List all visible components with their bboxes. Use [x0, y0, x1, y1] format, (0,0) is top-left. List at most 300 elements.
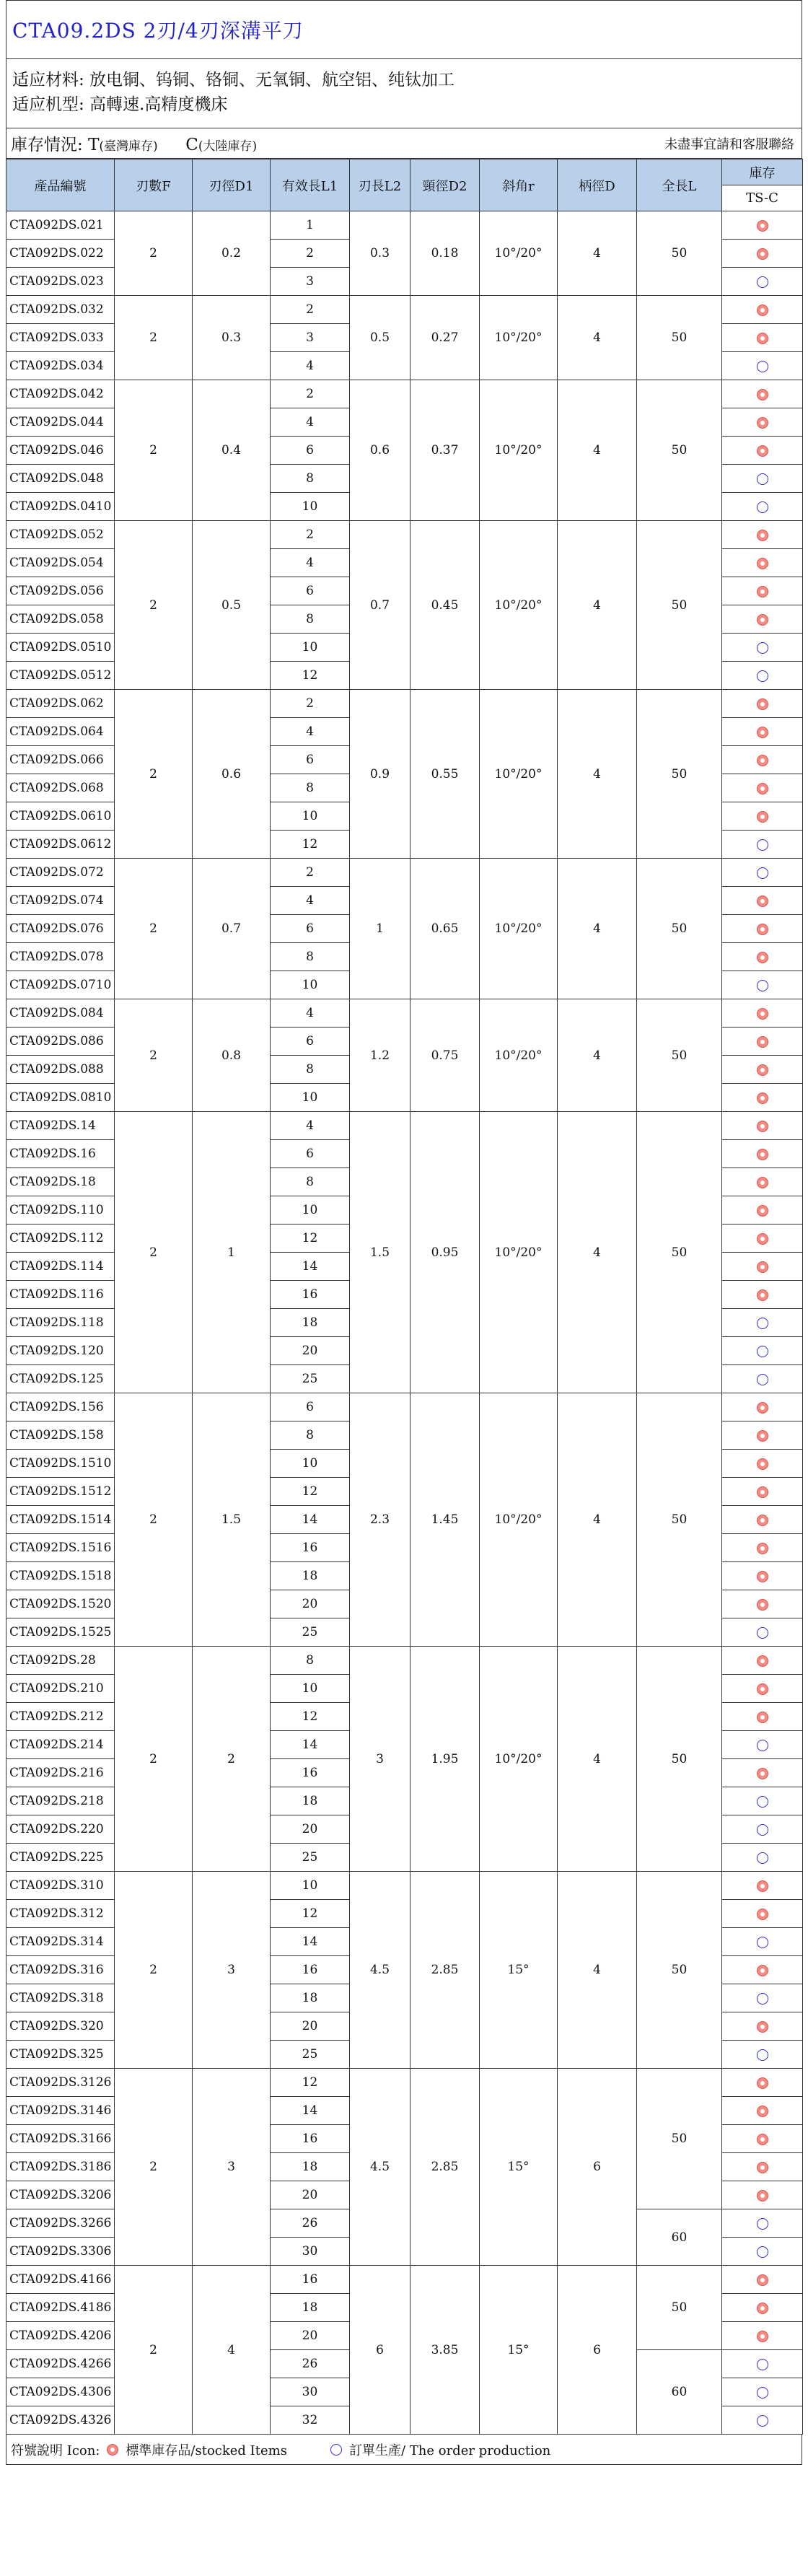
stocked-icon	[757, 698, 768, 710]
stock-cell	[722, 1112, 803, 1140]
table-row	[6, 1112, 803, 1140]
order-icon	[757, 980, 768, 991]
product-code: CTA092DS.0810	[6, 1084, 115, 1112]
stock-cell	[722, 1084, 803, 1112]
effective-length-cell: 16	[271, 2125, 350, 2153]
diameter-cell: 0.7	[193, 859, 271, 999]
stock-cell	[722, 999, 803, 1028]
stock-cell	[722, 1168, 803, 1196]
product-code: CTA092DS.212	[6, 1703, 115, 1731]
stock-cell	[722, 2378, 803, 2406]
stock-cell	[722, 1928, 803, 1956]
product-code: CTA092DS.0710	[6, 971, 115, 999]
effective-length-cell: 10	[271, 1675, 350, 1703]
stocked-icon	[757, 2077, 768, 2089]
product-code: CTA092DS.4326	[6, 2406, 115, 2435]
stocked-icon	[757, 2106, 768, 2117]
legend-stocked: 標準庫存品/stocked Items	[126, 2443, 287, 2458]
table-row	[6, 859, 803, 887]
stocked-icon	[757, 558, 768, 569]
product-code: CTA092DS.318	[6, 1984, 115, 2012]
product-code: CTA092DS.112	[6, 1225, 115, 1253]
product-code: CTA092DS.076	[6, 915, 115, 943]
stock-cell	[722, 2294, 803, 2322]
stock-cell	[722, 634, 803, 662]
product-code: CTA092DS.0610	[6, 802, 115, 831]
effective-length-cell: 2	[271, 521, 350, 549]
stocked-icon	[757, 1458, 768, 1470]
effective-length-cell: 4	[271, 1112, 350, 1140]
shank-diameter-cell: 4	[558, 1393, 637, 1647]
effective-length-cell: 4	[271, 549, 350, 577]
product-code: CTA092DS.052	[6, 521, 115, 549]
flutes-cell: 2	[115, 2266, 193, 2435]
table-row	[6, 690, 803, 718]
stock-cell	[722, 746, 803, 774]
effective-length-cell: 16	[271, 1534, 350, 1562]
material-line: 适应材料: 放电铜、钨铜、铬铜、无氧铜、航空铝、纯钛加工	[12, 71, 455, 89]
product-code: CTA092DS.120	[6, 1337, 115, 1365]
stock-c: C	[185, 136, 198, 154]
order-icon	[757, 2049, 768, 2061]
diameter-cell: 1.5	[193, 1393, 271, 1647]
flutes-cell: 2	[115, 380, 193, 521]
product-code: CTA092DS.1520	[6, 1590, 115, 1618]
stock-cell	[722, 296, 803, 324]
stock-cell	[722, 2406, 803, 2435]
stocked-icon	[757, 2190, 768, 2202]
blade-length-cell: 2.3	[350, 1393, 410, 1647]
effective-length-cell: 8	[271, 1168, 350, 1196]
order-icon	[757, 1627, 768, 1639]
effective-length-cell: 10	[271, 493, 350, 521]
effective-length-cell: 2	[271, 859, 350, 887]
effective-length-cell: 12	[271, 1900, 350, 1928]
header-stock-sub: TS-C	[722, 185, 803, 211]
angle-cell: 10°/20°	[480, 521, 558, 690]
stocked-icon	[757, 727, 768, 738]
product-code: CTA092DS.1516	[6, 1534, 115, 1562]
product-code: CTA092DS.022	[6, 240, 115, 268]
neck-diameter-cell: 2.85	[410, 2069, 480, 2266]
stock-cell	[722, 1196, 803, 1225]
total-length-cell: 50	[637, 211, 722, 296]
product-code: CTA092DS.066	[6, 746, 115, 774]
product-code: CTA092DS.056	[6, 577, 115, 605]
stocked-icon	[107, 2444, 118, 2455]
product-code: CTA092DS.14	[6, 1112, 115, 1140]
product-code: CTA092DS.158	[6, 1421, 115, 1450]
stocked-icon	[757, 417, 768, 429]
stock-cell	[722, 549, 803, 577]
product-code: CTA092DS.116	[6, 1281, 115, 1309]
table-row	[6, 1647, 803, 1675]
shank-diameter-cell: 4	[558, 380, 637, 521]
effective-length-cell: 30	[271, 2378, 350, 2406]
stock-cell	[722, 1956, 803, 1984]
blade-length-cell: 4.5	[350, 1872, 410, 2069]
effective-length-cell: 25	[271, 1844, 350, 1872]
total-length-cell: 50	[637, 999, 722, 1112]
stock-cell	[722, 2238, 803, 2266]
stock-cell	[722, 1056, 803, 1084]
stocked-icon	[757, 1205, 768, 1217]
total-length-cell: 50	[637, 690, 722, 859]
total-length-cell: 50	[637, 1647, 722, 1872]
effective-length-cell: 30	[271, 2238, 350, 2266]
effective-length-cell: 16	[271, 1759, 350, 1787]
stock-cell	[722, 1703, 803, 1731]
total-length-cell: 50	[637, 380, 722, 521]
stock-cell	[722, 971, 803, 999]
stocked-icon	[757, 1683, 768, 1695]
blade-length-cell: 1.2	[350, 999, 410, 1112]
stocked-icon	[757, 586, 768, 597]
flutes-cell: 2	[115, 690, 193, 859]
diameter-cell: 3	[193, 2069, 271, 2266]
effective-length-cell: 26	[271, 2350, 350, 2378]
effective-length-cell: 8	[271, 943, 350, 971]
stock-cell	[722, 1731, 803, 1759]
header-l2: 刃長L2	[350, 159, 410, 211]
legend-label: 符號說明 Icon:	[11, 2443, 100, 2458]
effective-length-cell: 6	[271, 1140, 350, 1168]
blade-length-cell: 0.5	[350, 296, 410, 380]
stocked-icon	[757, 1543, 768, 1554]
effective-length-cell: 25	[271, 1365, 350, 1393]
flutes-cell: 2	[115, 1872, 193, 2069]
product-code: CTA092DS.042	[6, 380, 115, 408]
total-length-cell: 50	[637, 2266, 722, 2350]
stocked-icon	[757, 2274, 768, 2286]
table-row	[6, 211, 803, 240]
stocked-icon	[757, 248, 768, 260]
stocked-icon	[757, 389, 768, 400]
stock-cell	[722, 605, 803, 634]
effective-length-cell: 18	[271, 2153, 350, 2181]
effective-length-cell: 4	[271, 999, 350, 1028]
neck-diameter-cell: 0.75	[410, 999, 480, 1112]
stock-cell	[722, 1140, 803, 1168]
stocked-icon	[757, 614, 768, 626]
product-code: CTA092DS.325	[6, 2041, 115, 2069]
stocked-icon	[757, 1092, 768, 1104]
stocked-icon	[757, 1289, 768, 1301]
stock-cell	[722, 859, 803, 887]
table-row	[6, 1872, 803, 1900]
angle-cell: 10°/20°	[480, 211, 558, 296]
stocked-icon	[757, 1177, 768, 1188]
product-code: CTA092DS.312	[6, 1900, 115, 1928]
total-length-cell: 50	[637, 1393, 722, 1647]
neck-diameter-cell: 2.85	[410, 1872, 480, 2069]
order-icon	[757, 2218, 768, 2230]
stock-t-note: (臺灣庫存)	[99, 139, 158, 154]
stock-cell	[722, 1253, 803, 1281]
effective-length-cell: 2	[271, 380, 350, 408]
effective-length-cell: 18	[271, 1787, 350, 1815]
total-length-cell: 50	[637, 1112, 722, 1393]
stock-cell	[722, 662, 803, 690]
product-code: CTA092DS.0612	[6, 831, 115, 859]
stock-cell	[722, 718, 803, 746]
table-row	[6, 2266, 803, 2294]
diameter-cell: 4	[193, 2266, 271, 2435]
blade-length-cell: 3	[350, 1647, 410, 1872]
product-code: CTA092DS.3166	[6, 2125, 115, 2153]
effective-length-cell: 1	[271, 211, 350, 240]
diameter-cell: 0.6	[193, 690, 271, 859]
effective-length-cell: 18	[271, 1309, 350, 1337]
effective-length-cell: 10	[271, 1196, 350, 1225]
table-row	[6, 2069, 803, 2097]
product-code: CTA092DS.310	[6, 1872, 115, 1900]
stocked-icon	[757, 1768, 768, 1779]
stock-cell	[722, 437, 803, 465]
product-code: CTA092DS.1514	[6, 1506, 115, 1534]
stock-cell	[722, 324, 803, 352]
table-row	[6, 521, 803, 549]
effective-length-cell: 6	[271, 437, 350, 465]
effective-length-cell: 4	[271, 718, 350, 746]
stocked-icon	[757, 333, 768, 344]
stocked-icon	[757, 1121, 768, 1132]
angle-cell: 10°/20°	[480, 1647, 558, 1872]
order-icon	[330, 2444, 342, 2455]
stocked-icon	[757, 924, 768, 935]
blade-length-cell: 0.9	[350, 690, 410, 859]
product-code: CTA092DS.125	[6, 1365, 115, 1393]
effective-length-cell: 10	[271, 971, 350, 999]
angle-cell: 10°/20°	[480, 380, 558, 521]
stock-cell	[722, 2125, 803, 2153]
stocked-icon	[757, 1036, 768, 1048]
header-d2: 頸徑D2	[410, 159, 480, 211]
effective-length-cell: 14	[271, 1731, 350, 1759]
stock-bar	[6, 128, 802, 159]
shank-diameter-cell: 6	[558, 2266, 637, 2435]
product-code: CTA092DS.4166	[6, 2266, 115, 2294]
stocked-icon	[757, 1965, 768, 1976]
effective-length-cell: 10	[271, 634, 350, 662]
product-code: CTA092DS.086	[6, 1028, 115, 1056]
product-code: CTA092DS.18	[6, 1168, 115, 1196]
effective-length-cell: 12	[271, 662, 350, 690]
order-icon	[757, 361, 768, 372]
product-code: CTA092DS.118	[6, 1309, 115, 1337]
stock-cell	[722, 1365, 803, 1393]
blade-length-cell: 6	[350, 2266, 410, 2435]
stocked-icon	[757, 783, 768, 794]
stock-status-label: 庫存情況:	[11, 136, 83, 154]
stocked-icon	[757, 2134, 768, 2145]
flutes-cell: 2	[115, 1393, 193, 1647]
shank-diameter-cell: 4	[558, 211, 637, 296]
stock-cell	[722, 408, 803, 437]
stocked-icon	[757, 1402, 768, 1414]
product-code: CTA092DS.28	[6, 1647, 115, 1675]
order-icon	[757, 1318, 768, 1329]
stock-cell	[722, 1562, 803, 1590]
stock-cell	[722, 2097, 803, 2125]
stocked-icon	[757, 1486, 768, 1498]
effective-length-cell: 32	[271, 2406, 350, 2435]
effective-length-cell: 16	[271, 1956, 350, 1984]
order-icon	[757, 839, 768, 851]
neck-diameter-cell: 0.27	[410, 296, 480, 380]
neck-diameter-cell: 0.37	[410, 380, 480, 521]
effective-length-cell: 10	[271, 802, 350, 831]
order-icon	[757, 1993, 768, 2005]
angle-cell: 15°	[480, 1872, 558, 2069]
stock-cell	[722, 2153, 803, 2181]
product-code: CTA092DS.072	[6, 859, 115, 887]
order-icon	[757, 1796, 768, 1808]
product-code: CTA092DS.0410	[6, 493, 115, 521]
shank-diameter-cell: 4	[558, 1647, 637, 1872]
stock-cell	[722, 1028, 803, 1056]
effective-length-cell: 20	[271, 2322, 350, 2350]
product-code: CTA092DS.033	[6, 324, 115, 352]
product-code: CTA092DS.074	[6, 887, 115, 915]
stock-cell	[722, 465, 803, 493]
product-code: CTA092DS.084	[6, 999, 115, 1028]
stock-cell	[722, 1844, 803, 1872]
total-length-cell: 50	[637, 1872, 722, 2069]
blade-length-cell: 1.5	[350, 1112, 410, 1393]
effective-length-cell: 14	[271, 1506, 350, 1534]
stocked-icon	[757, 1880, 768, 1892]
stock-cell	[722, 2069, 803, 2097]
effective-length-cell: 14	[271, 2097, 350, 2125]
stocked-icon	[757, 305, 768, 316]
product-code: CTA092DS.1510	[6, 1450, 115, 1478]
effective-length-cell: 10	[271, 1084, 350, 1112]
stock-cell	[722, 802, 803, 831]
product-code: CTA092DS.0510	[6, 634, 115, 662]
stock-cell	[722, 1647, 803, 1675]
header-stock: 庫存	[722, 159, 803, 185]
stock-cell	[722, 2350, 803, 2378]
effective-length-cell: 14	[271, 1928, 350, 1956]
effective-length-cell: 20	[271, 2012, 350, 2041]
stock-cell	[722, 2181, 803, 2209]
stocked-icon	[757, 220, 768, 232]
product-code: CTA092DS.3146	[6, 2097, 115, 2125]
product-code: CTA092DS.225	[6, 1844, 115, 1872]
blade-length-cell: 4.5	[350, 2069, 410, 2266]
stock-cell	[722, 352, 803, 380]
stock-cell	[722, 493, 803, 521]
stocked-icon	[757, 2331, 768, 2342]
effective-length-cell: 12	[271, 1225, 350, 1253]
stock-cell	[722, 887, 803, 915]
stocked-icon	[757, 1430, 768, 1442]
header-angle: 斜角r	[480, 159, 558, 211]
page-title: CTA09.2DS 2刃/4刃深溝平刀	[6, 0, 802, 59]
header-l1: 有效長L1	[271, 159, 350, 211]
product-code: CTA092DS.021	[6, 211, 115, 240]
shank-diameter-cell: 4	[558, 999, 637, 1112]
stock-cell	[722, 1759, 803, 1787]
stock-cell	[722, 2209, 803, 2238]
legend	[6, 2435, 802, 2465]
neck-diameter-cell: 0.65	[410, 859, 480, 999]
product-code: CTA092DS.023	[6, 268, 115, 296]
stock-cell	[722, 1675, 803, 1703]
stocked-icon	[757, 2303, 768, 2314]
product-code: CTA092DS.3266	[6, 2209, 115, 2238]
stocked-icon	[757, 811, 768, 823]
effective-length-cell: 26	[271, 2209, 350, 2238]
effective-length-cell: 6	[271, 577, 350, 605]
effective-length-cell: 2	[271, 690, 350, 718]
stock-cell	[722, 1618, 803, 1647]
effective-length-cell: 12	[271, 1703, 350, 1731]
product-code: CTA092DS.4266	[6, 2350, 115, 2378]
stock-cell	[722, 1984, 803, 2012]
order-icon	[757, 276, 768, 288]
neck-diameter-cell: 0.55	[410, 690, 480, 859]
header-d1: 刃徑D1	[193, 159, 271, 211]
effective-length-cell: 4	[271, 352, 350, 380]
order-icon	[757, 1740, 768, 1751]
stock-cell	[722, 1506, 803, 1534]
stocked-icon	[757, 1149, 768, 1160]
order-icon	[757, 1824, 768, 1836]
effective-length-cell: 8	[271, 1056, 350, 1084]
total-length-cell: 60	[637, 2209, 722, 2266]
product-code: CTA092DS.058	[6, 605, 115, 634]
order-icon	[757, 2359, 768, 2370]
flutes-cell: 2	[115, 2069, 193, 2266]
product-code: CTA092DS.048	[6, 465, 115, 493]
effective-length-cell: 2	[271, 240, 350, 268]
blade-length-cell: 1	[350, 859, 410, 999]
effective-length-cell: 20	[271, 1590, 350, 1618]
stock-cell	[722, 1590, 803, 1618]
stock-cell	[722, 1337, 803, 1365]
effective-length-cell: 3	[271, 324, 350, 352]
diameter-cell: 0.5	[193, 521, 271, 690]
total-length-cell: 50	[637, 2069, 722, 2209]
neck-diameter-cell: 1.95	[410, 1647, 480, 1872]
effective-length-cell: 18	[271, 1984, 350, 2012]
header-code: 產品編號	[6, 159, 115, 211]
product-code: CTA092DS.3186	[6, 2153, 115, 2181]
stock-cell	[722, 1393, 803, 1421]
flutes-cell: 2	[115, 211, 193, 296]
product-code: CTA092DS.046	[6, 437, 115, 465]
stocked-icon	[757, 895, 768, 907]
stock-cell	[722, 1421, 803, 1450]
product-code: CTA092DS.114	[6, 1253, 115, 1281]
effective-length-cell: 8	[271, 465, 350, 493]
product-code: CTA092DS.3126	[6, 2069, 115, 2097]
page	[6, 0, 802, 2465]
shank-diameter-cell: 4	[558, 296, 637, 380]
effective-length-cell: 8	[271, 774, 350, 802]
blade-length-cell: 0.6	[350, 380, 410, 521]
effective-length-cell: 12	[271, 2069, 350, 2097]
diameter-cell: 0.3	[193, 296, 271, 380]
effective-length-cell: 10	[271, 1450, 350, 1478]
order-icon	[757, 2246, 768, 2258]
total-length-cell: 50	[637, 859, 722, 999]
neck-diameter-cell: 0.95	[410, 1112, 480, 1393]
effective-length-cell: 20	[271, 1815, 350, 1844]
product-code: CTA092DS.16	[6, 1140, 115, 1168]
